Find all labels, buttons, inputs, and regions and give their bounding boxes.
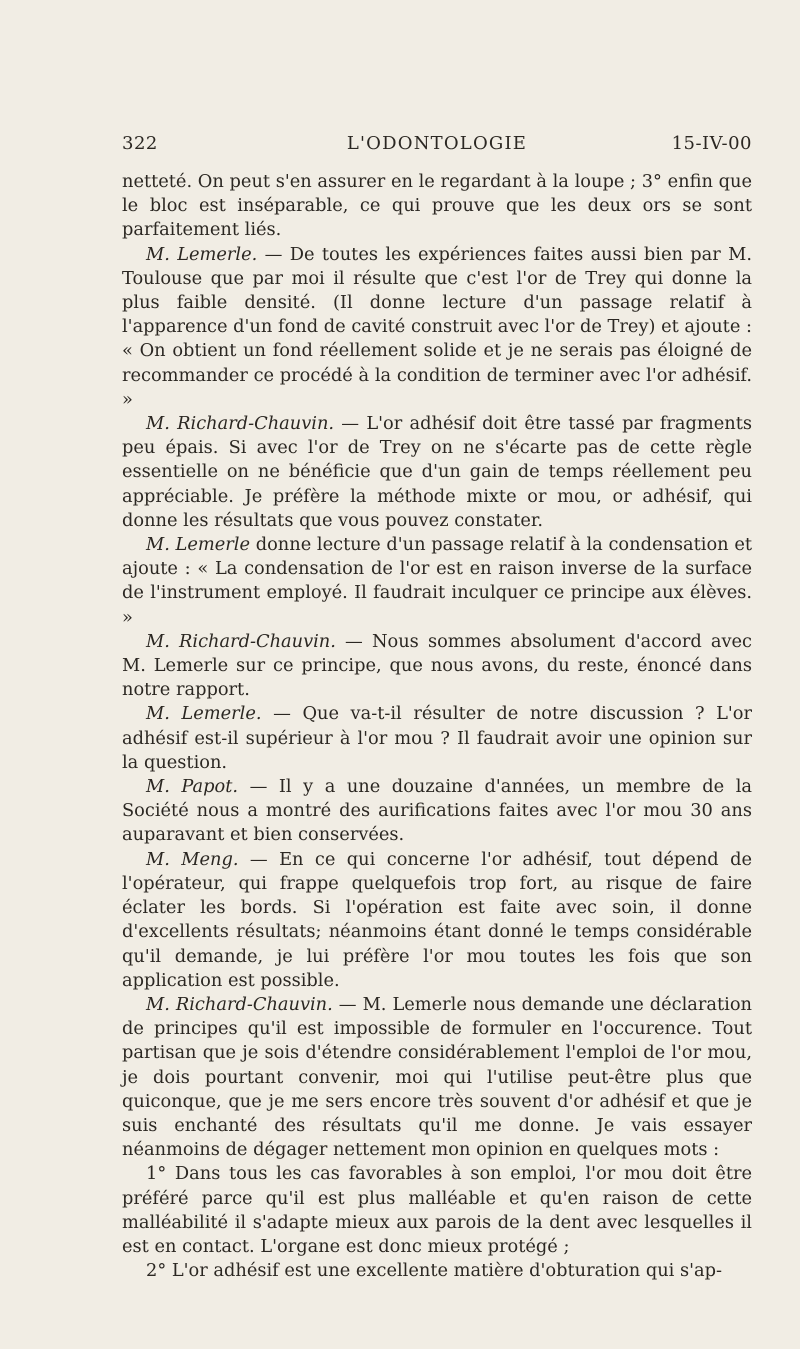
speaker-name: M. Richard-Chauvin. <box>146 630 336 652</box>
paragraph-text: donne lecture d'un passage relatif à la condensation et ajoute : « La condensation de l'or est en raison inverse de la surface de l'instrument employé. Il faudrait inculquer ce principe aux élèves. » <box>122 534 753 628</box>
paragraph-text: — L'or adhésif doit être tassé par fragments peu épais. Si avec l'or de Trey on ne s'écarte pas de cette règle essentielle on ne bénéficie que d'un gain de temps réellement peu appréciable. Je préfère la méthode mixte or mou, or adhésif, qui donne les résultats que vous pouvez constater. <box>122 413 752 531</box>
paragraph-text: — En ce qui concerne l'or adhésif, tout dépend de l'opérateur, qui frappe quelquefois trop fort, au risque de faire éclater les bords. Si l'opération est faite avec soin, il donne d'excellents résultats; néanmoins étant donné le temps considérable qu'il demande, je lui préfère l'or mou toutes les fois que son application est possible. <box>122 848 752 991</box>
speaker-name: M. Lemerle. <box>146 703 262 725</box>
speaker-name: M. Richard-Chauvin. <box>146 413 335 435</box>
paragraph-text: — Que va-t-il résulter de notre discussion ? L'or adhésif est-il supérieur à l'or mou ? Il faudrait avoir une opinion sur la question. <box>122 703 752 773</box>
running-header <box>122 133 752 157</box>
speaker-name: M. Papot. <box>146 776 239 798</box>
paragraph <box>122 993 752 1162</box>
paragraph <box>122 775 752 848</box>
paragraph <box>122 702 752 775</box>
paragraph <box>122 630 752 703</box>
speaker-name: M. Richard-Chauvin. <box>146 993 333 1015</box>
speaker-name: M. Lemerle. <box>146 243 258 265</box>
page-number: 322 <box>122 133 158 154</box>
page-body <box>122 170 752 1283</box>
speaker-name: M. Lemerle <box>146 534 250 556</box>
paragraph <box>122 533 752 630</box>
paragraph-text: — Nous sommes absolument d'accord avec M. Lemerle sur ce principe, que nous avons, du reste, énoncé dans notre rapport. <box>122 630 752 701</box>
paragraph-text: — De toutes les expériences faites aussi bien par M. Toulouse que par moi il résulte que c'est l'or de Trey qui donne la plus faible densité. (Il donne lecture d'un passage relatif à l'apparence d'un fond de cavité construit avec l'or de Trey) et ajoute : « On obtient un fond réellement solide et je ne serais pas éloigné de recommander ce procédé à la condition de terminer avec l'or adhésif. » <box>122 243 752 410</box>
paragraph-text: 2° L'or adhésif est une excellente matière d'obturation qui s'ap- <box>146 1260 723 1282</box>
paragraph <box>122 243 752 412</box>
paragraph <box>122 1259 752 1283</box>
paragraph <box>122 1162 752 1259</box>
speaker-name: M. Meng. <box>146 848 239 870</box>
paragraph <box>122 848 752 993</box>
paragraph <box>122 170 752 243</box>
paragraph-text: — Il y a une douzaine d'années, un membre de la Société nous a montré des aurifications faites avec l'or mou 30 ans auparavant et bien conservées. <box>122 776 752 846</box>
paragraph <box>122 412 752 533</box>
paragraph-text: 1° Dans tous les cas favorables à son emploi, l'or mou doit être préféré parce qu'il est plus malléable et qu'en raison de cette malléabilité il s'adapte mieux aux parois de la dent avec lesquelles il est en contact. L'organe est donc mieux protégé ; <box>122 1163 752 1257</box>
journal-title: L'ODONTOLOGIE <box>346 133 528 154</box>
paragraph-text: — M. Lemerle nous demande une déclaration de principes qu'il est impossible de formuler en l'occurence. Tout partisan que je sois d'étendre considérablement l'emploi de l'or mou, je dois pourtant convenir, moi qui l'utilise peut-être plus que quiconque, que je me sers encore très souvent d'or adhésif et que je suis enchanté des résultats qu'il me donne. Je vais essayer néanmoins de dégager nettement mon opinion en quelques mots : <box>122 993 753 1161</box>
paragraph-text: netteté. On peut s'en assurer en le regardant à la loupe ; 3° enfin que le bloc est inséparable, ce qui prouve que les deux ors se sont parfaitement liés. <box>122 171 752 241</box>
issue-date: 15-IV-00 <box>671 133 752 154</box>
